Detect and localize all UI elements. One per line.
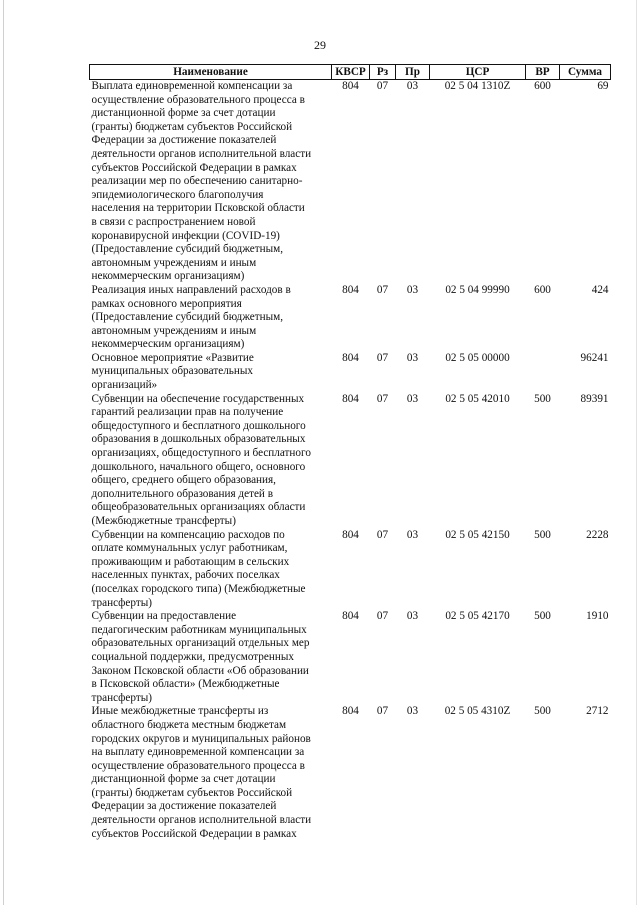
table-header-row [90,65,611,80]
row-name-line: (поселках городского типа) (Межбюджетные [91,582,306,595]
row-name-line: рамках основного мероприятия [91,297,242,310]
row-name-line: Реализация иных направлений расходов в [91,283,291,296]
row-name-cell [90,393,332,529]
row-name-cell [90,705,332,841]
row-name-line: субъектов Российской Федерации в рамках [91,827,297,840]
row-name-line: в Псковской области» (Межбюджетные [91,678,280,691]
row-name-line: гарантий реализации прав на получение [91,406,284,419]
row-name-line: субъектов Российской Федерации в рамках [91,161,297,174]
row-name-line: осуществление образовательного процесса в [91,759,305,772]
table-body [90,80,611,842]
row-rz-cell: 07 [376,610,389,623]
row-name-line: оплате коммунальных услуг работникам, [91,542,288,555]
row-name-line: населенных пунктах, рабочих поселках [91,569,280,582]
table-row [90,610,611,705]
row-kvsr-cell: 804 [342,283,359,296]
row-name-line: трансферты) [91,691,152,704]
row-rz-cell: 07 [376,351,389,364]
row-vr-cell: 500 [534,528,551,541]
row-name-line: автономным учреждениям и иным [91,256,257,269]
row-name-line: Субвенции на обеспечение государственных [91,392,305,405]
row-name-line: педагогическим работникам муниципальных [91,623,307,636]
row-name-line: Выплата единовременной компенсации за [91,80,293,92]
column-header-sum: Сумма [560,65,611,80]
row-name-line: Субвенции на компенсацию расходов по [91,528,285,541]
row-name-line: некоммерческим организациям) [91,338,245,351]
row-name-cell [90,80,332,284]
column-header-rz: Рз [370,65,396,80]
row-name-line: Федерации за достижение показателей [91,800,277,813]
row-sum-cell: 2228 [586,528,609,541]
row-name-line: общеобразовательных организациях области [91,501,306,514]
row-sum-cell: 89391 [580,392,609,405]
row-pr-cell: 03 [406,283,419,296]
row-kvsr-cell: 804 [342,392,359,405]
row-name-line: на выплату единовременной компенсации за [91,746,305,759]
row-name-cell [90,610,332,705]
row-vr-cell: 600 [534,283,551,296]
row-name-line: социальной поддержки, предусмотренных [91,650,294,663]
row-name-line: осуществление образовательного процесса в [91,93,305,106]
row-name-line: дистанционной форме за счет дотации [91,107,276,120]
row-name-line: деятельности органов исполнительной власти [91,814,312,827]
row-name-line: Основное мероприятие «Развитие [91,351,254,364]
row-name-line: проживающим и работающим в сельских [91,555,290,568]
table-row [90,284,611,352]
row-name-line: (гранты) бюджетам субъектов Российской [91,120,293,133]
row-name-line: населения на территории Псковской области [91,202,305,215]
row-pr-cell: 03 [406,80,419,92]
row-rz-cell: 07 [376,705,389,718]
row-name-line: образовательных организаций отдельных мер [91,637,310,650]
table-row [90,352,611,393]
row-vr-cell: 500 [534,392,551,405]
row-name-line: общедоступного и бесплатного дошкольного [91,419,306,432]
budget-table [89,64,611,841]
row-name-line: (гранты) бюджетам субъектов Российской [91,786,293,799]
row-rz-cell: 07 [376,283,389,296]
row-name-line: трансферты) [91,596,152,609]
row-name-line: дополнительного образования детей в [91,487,273,500]
row-csr-cell: 02 5 05 00000 [445,351,510,364]
table-row [90,529,611,611]
row-name-line: городских округов и муниципальных районов [91,732,311,745]
row-kvsr-cell: 804 [342,351,359,364]
row-csr-cell: 02 5 04 99990 [445,283,510,296]
row-sum-cell: 96241 [580,351,609,364]
row-name-cell [90,529,332,611]
row-name-line: в связи с распространением новой [91,215,256,228]
row-vr-cell: 500 [534,610,551,623]
table-row [90,705,611,841]
row-name-line: некоммерческим организациям) [91,270,245,283]
row-sum-cell: 2712 [586,705,609,718]
row-name-line: (Межбюджетные трансферты) [91,515,236,527]
row-name-line: областного бюджета местным бюджетам [91,718,287,731]
row-rz-cell: 07 [376,528,389,541]
table-row [90,393,611,529]
row-name-line: Иные межбюджетные трансферты из [91,705,269,718]
scan-edge-left [3,0,4,905]
row-pr-cell: 03 [406,705,419,718]
row-name-line: (Предоставление субсидий бюджетным, [91,311,284,324]
row-vr-cell: 500 [534,705,551,718]
row-name-line: реализации мер по обеспечению санитарно- [91,175,303,188]
row-csr-cell: 02 5 05 42010 [445,392,510,405]
row-vr-cell: 600 [534,80,551,92]
row-name-line: деятельности органов исполнительной власти [91,147,312,160]
row-name-line: общего, среднего общего образования, [91,474,276,487]
row-sum-cell: 69 [597,80,609,92]
row-kvsr-cell: 804 [342,705,359,718]
row-name-line: Законом Псковской области «Об образовании [91,664,309,677]
page-number: 29 [314,38,326,52]
row-csr-cell: 02 5 04 1310Z [444,80,511,92]
row-name-line: организаций» [91,379,158,392]
column-header-csr: ЦСР [430,65,526,80]
row-pr-cell: 03 [406,610,419,623]
row-kvsr-cell: 804 [342,80,359,92]
row-name-line: (Предоставление субсидий бюджетным, [91,243,284,256]
row-name-line: организациях, общедоступного и бесплатного [91,447,311,460]
row-kvsr-cell: 804 [342,610,359,623]
column-header-vr: ВР [526,65,560,80]
row-name-line: образования в дошкольных образовательных [91,433,306,446]
row-name-line: эпидемиологического благополучия [91,188,264,201]
row-name-line: Субвенции на предоставление [91,610,237,623]
row-rz-cell: 07 [376,80,389,92]
row-name-cell [90,352,332,393]
column-header-kvsr: КВСР [332,65,370,80]
table-row [90,80,611,284]
row-name-line: коронавирусной инфекции (COVID-19) [91,229,280,242]
row-pr-cell: 03 [406,528,419,541]
row-pr-cell: 03 [406,392,419,405]
row-csr-cell: 02 5 05 42170 [445,610,510,623]
row-csr-cell: 02 5 05 4310Z [444,705,511,718]
row-sum-cell: 1910 [586,610,609,623]
column-header-name: Наименование [90,65,332,80]
row-name-line: дошкольного, начального общего, основного [91,460,306,473]
scan-edge-right [636,0,637,905]
column-header-pr: Пр [396,65,430,80]
row-csr-cell: 02 5 05 42150 [445,528,510,541]
row-name-line: дистанционной форме за счет дотации [91,773,276,786]
row-rz-cell: 07 [376,392,389,405]
row-sum-cell: 424 [591,283,609,296]
row-vr-cell [526,352,560,393]
row-kvsr-cell: 804 [342,528,359,541]
row-name-line: муниципальных образовательных [91,365,253,378]
row-pr-cell: 03 [406,351,419,364]
row-name-line: Федерации за достижение показателей [91,134,277,147]
row-name-line: автономным учреждениям и иным [91,324,257,337]
row-name-cell [90,284,332,352]
